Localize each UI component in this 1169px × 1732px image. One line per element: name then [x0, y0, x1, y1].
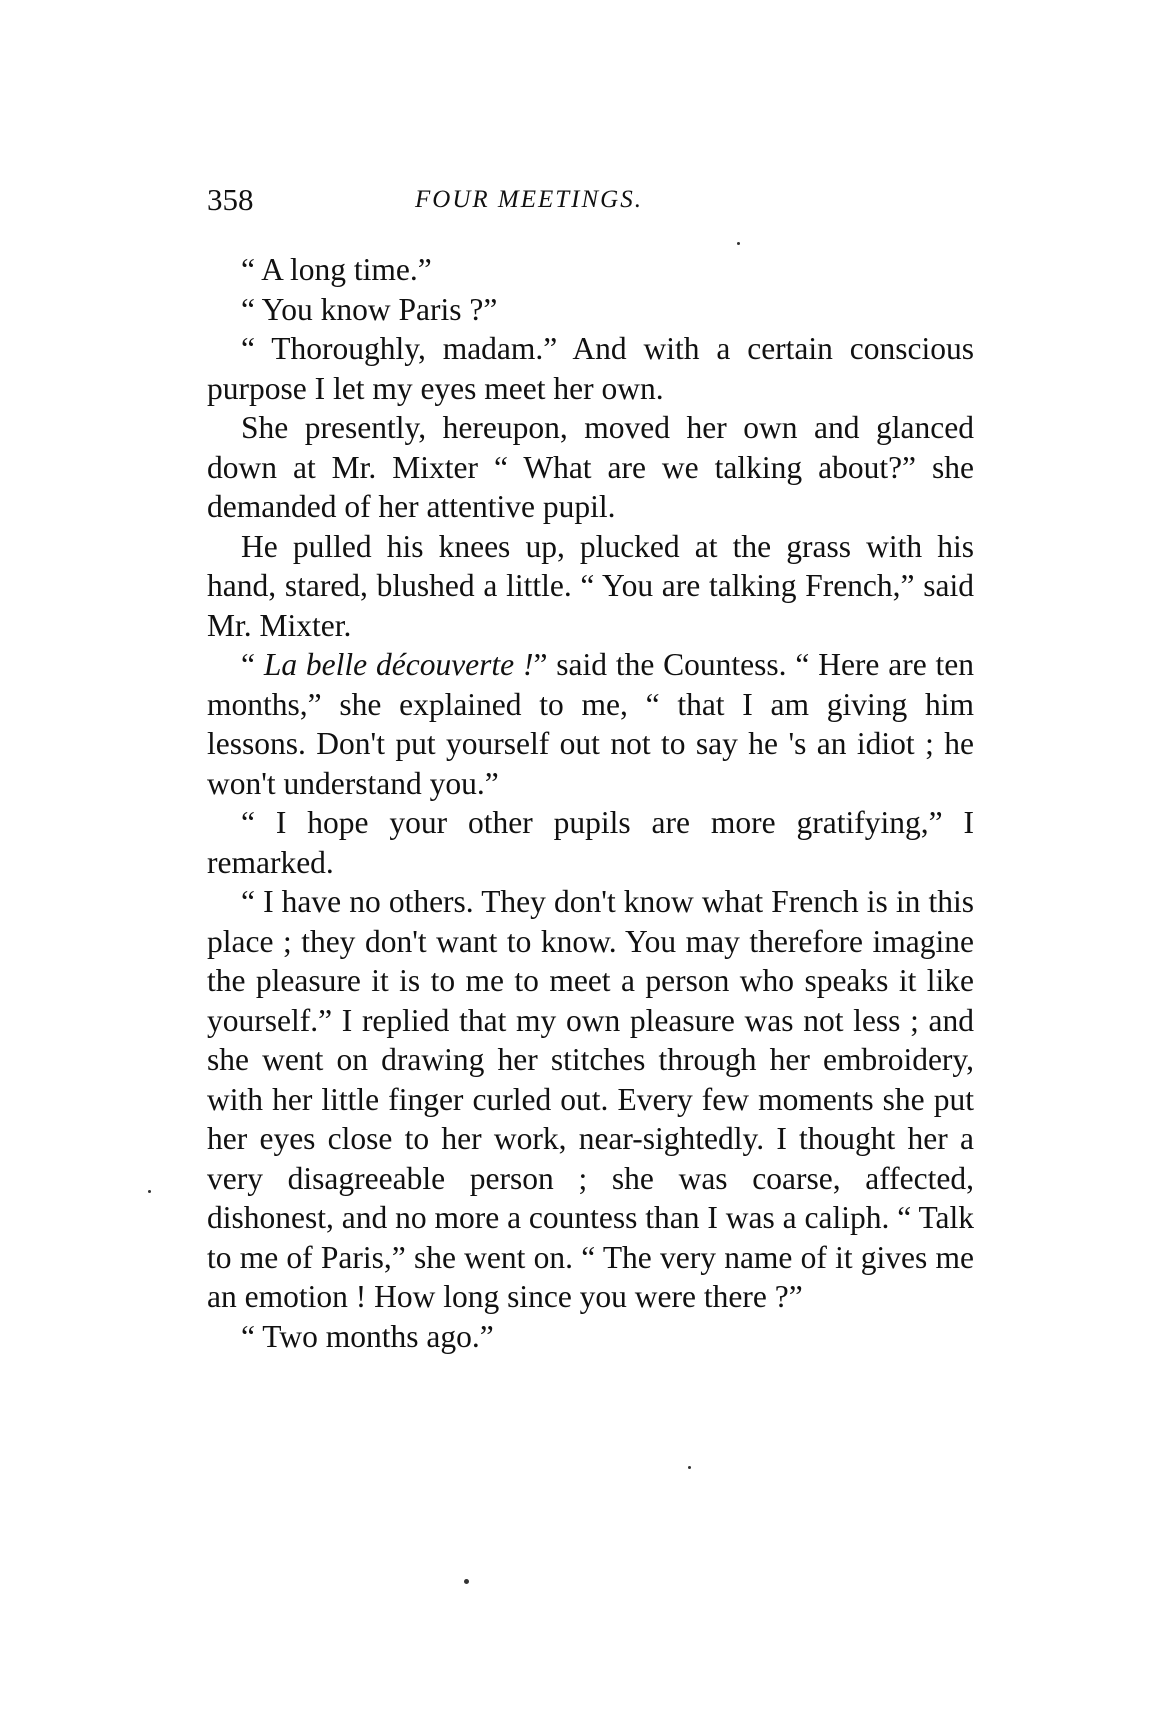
quote-open: “: [241, 647, 264, 682]
page-number: 358: [207, 182, 254, 217]
paragraph: She presently, hereupon, moved her own and glanced down at Mr. Mixter “ What are we talking about?” she demanded of her attentive pupil.: [207, 410, 974, 524]
paragraph: “ A long time.”: [241, 252, 432, 287]
scan-speck: [688, 1466, 691, 1469]
italic-phrase: La belle découverte !: [263, 647, 534, 682]
paragraph: “ I hope your other pupils are more gratifying,” I remarked.: [207, 805, 974, 880]
paragraph: “ You know Paris ?”: [241, 291, 498, 327]
running-head: [207, 182, 887, 230]
paragraph: He pulled his knees up, plucked at the grass with his hand, stared, blushed a little. “ You are talking French,” said Mr. Mixter.: [207, 528, 974, 643]
paragraph: “ Thoroughly, madam.” And with a certain conscious purpose I let my eyes meet her own.: [207, 331, 974, 406]
paragraph-continuation: ” said the Countess. “ Here are ten months,” she explained to me, “ that I am giving him lessons. Don't put yourself out not to say he 's an idiot ; he won't understand you.”: [207, 647, 975, 801]
paragraph: [207, 645, 974, 803]
chapter-title: FOUR MEETINGS.: [415, 186, 643, 213]
paragraph: “ I have no others. They don't know what French is in this place ; they don't want to know. You may therefore imagine the pleasure it is to me to meet a person who speaks it like yourself.” I replied that my own pleasure was not less ; and she went on drawing her stitches through her embroidery, with her little finger curled out. Every few moments she put her eyes close to her work, near-sightedly. I thought her a very disagreeable person ; she was coarse, affected, dishonest, and no more a countess than I was a caliph. “ Talk to me of Paris,” she went on. “ The very name of it gives me an emotion ! How long since you were there ?”: [207, 884, 975, 1314]
body-text: [207, 250, 974, 1356]
scan-speck: [464, 1579, 469, 1584]
scan-speck: [148, 1190, 151, 1193]
paragraph: “ Two months ago.”: [241, 1318, 494, 1354]
scan-speck: [737, 242, 740, 245]
